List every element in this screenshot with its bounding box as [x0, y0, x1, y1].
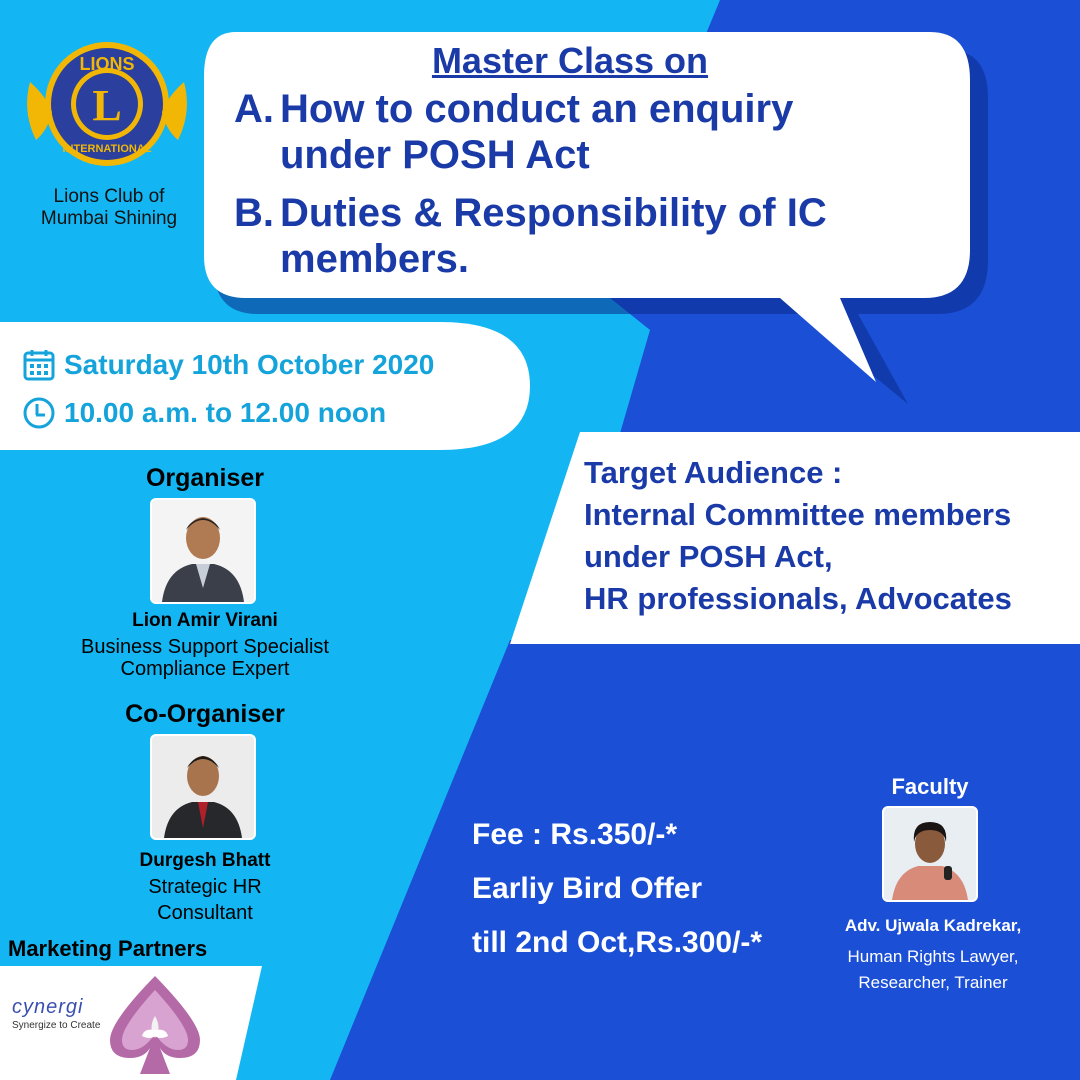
co-organiser-role2: Consultant: [157, 902, 253, 924]
topic-a-line2: under POSH Act: [280, 133, 590, 177]
person-photo: [152, 500, 254, 602]
topic-b-line2: members.: [280, 237, 469, 281]
co-organiser-photo: [150, 734, 256, 840]
organiser-role1: Business Support Specialist: [81, 636, 329, 658]
partner-name: cynergi: [12, 996, 84, 1018]
co-organiser-label: Co-Organiser: [125, 700, 285, 728]
target-line4: HR professionals, Advocates: [584, 581, 1012, 616]
faculty-role: [818, 944, 1048, 996]
club-caption-line1: Lions Club of: [53, 186, 165, 207]
person-photo: [884, 808, 976, 900]
faculty-label: Faculty: [891, 774, 969, 799]
event-date: [22, 348, 434, 382]
fee-line1: Fee : Rs.350/-*: [472, 818, 678, 851]
target-line3: under POSH Act,: [584, 539, 833, 574]
calendar-icon: [22, 348, 56, 382]
logo-letter: L: [92, 81, 122, 130]
bubble-title: Master Class on: [431, 40, 709, 81]
target-line1: Target Audience :: [584, 455, 843, 490]
event-time: [22, 396, 386, 430]
target-audience: [584, 452, 1074, 620]
event-date-text: Saturday 10th October 2020: [64, 349, 435, 380]
clock-icon: [22, 396, 56, 430]
faculty-photo: [882, 806, 978, 902]
faculty-role1: Human Rights Lawyer,: [847, 947, 1019, 966]
club-caption-line2: Mumbai Shining: [40, 208, 178, 229]
lions-club-logo: [22, 22, 192, 192]
co-organiser-role1: Strategic HR: [148, 876, 262, 898]
event-time-text: 10.00 a.m. to 12.00 noon: [64, 397, 387, 428]
partner-tagline: Synergize to Create: [12, 1020, 101, 1031]
organiser-photo: [150, 498, 256, 604]
fee-line3: till 2nd Oct,Rs.300/-*: [472, 926, 763, 959]
logo-text-bottom: INTERNATIONAL: [62, 143, 152, 155]
fee-line2: Earliy Bird Offer: [472, 872, 703, 905]
topic-a-line1: How to conduct an enquiry: [280, 87, 794, 131]
topic-b-letter: B.: [234, 191, 274, 235]
topic-a-letter: A.: [234, 87, 274, 131]
topic-b: [234, 190, 934, 282]
club-caption: [14, 186, 204, 230]
organiser-label: Organiser: [145, 464, 265, 492]
target-line2: Internal Committee members: [584, 497, 1012, 532]
marketing-partners-label: Marketing Partners: [8, 936, 208, 961]
organiser-name: Lion Amir Virani: [132, 610, 278, 631]
co-organiser-name: Durgesh Bhatt: [139, 850, 271, 871]
person-photo: [152, 736, 254, 838]
faculty-role2: Researcher, Trainer: [858, 973, 1008, 992]
logo-text-top: LIONS: [79, 54, 135, 74]
topic-a: [234, 86, 934, 178]
cynergi-spade-logo: [100, 972, 210, 1078]
faculty-name: Adv. Ujwala Kadrekar,: [844, 916, 1022, 935]
organiser-role2: Compliance Expert: [120, 658, 290, 680]
topic-b-line1: Duties & Responsibility of IC: [280, 191, 827, 235]
